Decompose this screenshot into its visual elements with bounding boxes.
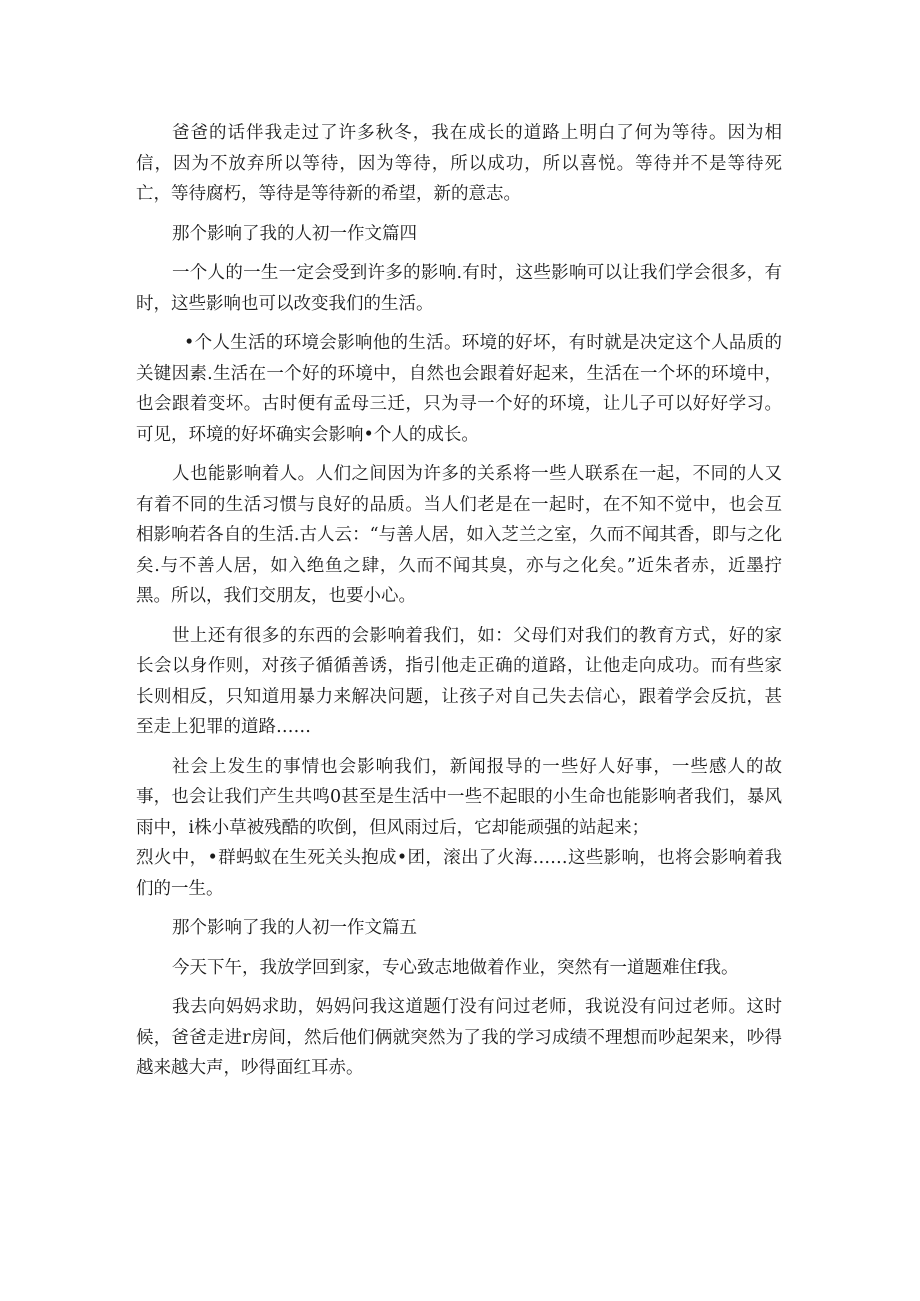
paragraph-11: 我去向妈妈求助，妈妈问我这道题仃没有问过老师，我说没有问过老师。这时候，爸爸走进r房间，然后他们俩就突然为了我的学习成绩不理想而吵起架来，吵得越来越大声，吵得面红耳赤。 (136, 997, 782, 1078)
paragraph-1: 爸爸的话伴我走过了许多秋冬，我在成长的道路上明白了何为等待。因为相信，因为不放弃所以等待，因为等待，所以成功，所以喜悦。等待并不是等待死亡，等待腐朽，等待是等待新的希望，新的意志。 (136, 123, 782, 204)
paragraph-7: 社会上发生的事情也会影响我们，新闻报导的一些好人好事，一些感人的故事，也会让我们产生共鸣0甚至是生活中一些不起眼的小生命也能影响者我们，暴风雨中，i株小草被残酷的吹倒，但风雨过后，它却能顽强的站起来； (136, 756, 782, 838)
paragraph-8: 烈火中，•群蚂蚁在生死关头抱成•团，滚出了火海……这些影响，也将会影响着我们的一生。 (136, 848, 782, 899)
paragraph-6: 世上还有很多的东西的会影响着我们，如：父母们对我们的教育方式，好的家长会以身作则，对孩子循循善诱，指引他走正确的道路，让他走向成功。而有些家长则相反，只知道用暴力来解决问题，让孩子对自己失去信心，跟着学会反抗，甚至走上犯罪的道路…… (136, 625, 782, 737)
section-heading-5: 那个影响了我的人初一作文篇五 (172, 918, 417, 938)
section-heading-4: 那个影响了我的人初一作文篇四 (172, 223, 417, 244)
paragraph-10: 今天下午，我放学回到家，专心致志地做着作业，突然有一道题难住f我。 (172, 957, 739, 978)
document-body (136, 118, 782, 1093)
paragraph-5: 人也能影响着人。人们之间因为许多的关系将一些人联系在一起，不同的人又有着不同的生活习惯与良好的品质。当人们老是在一起时，在不知不觉中，也会互相影响若各自的生活.古人云：“与善人居，如入芝兰之室，久而不闻其香，即与之化矣.与不善人居，如入绝鱼之肆，久而不闻其臭，亦与之化矣。”近朱者赤，近墨拧黑。所以，我们交朋友，也要小心。 (136, 464, 782, 606)
paragraph-4: •个人生活的环境会影响他的生活。环境的好坏，有时就是决定这个人品质的关键因素.生活在一个好的环境中，自然也会跟着好起来，生活在一个坏的环境中，也会跟着变坏。古时便有孟母三迁，只为寻一个好的环境，让儿子可以好好学习。可见，环境的好坏确实会影响•个人的成长。 (136, 333, 782, 445)
paragraph-3: 一个人的一生一定会受到许多的影响.有时，这些影响可以让我们学会很多，有时，这些影响也可以改变我们的生活。 (136, 263, 782, 314)
